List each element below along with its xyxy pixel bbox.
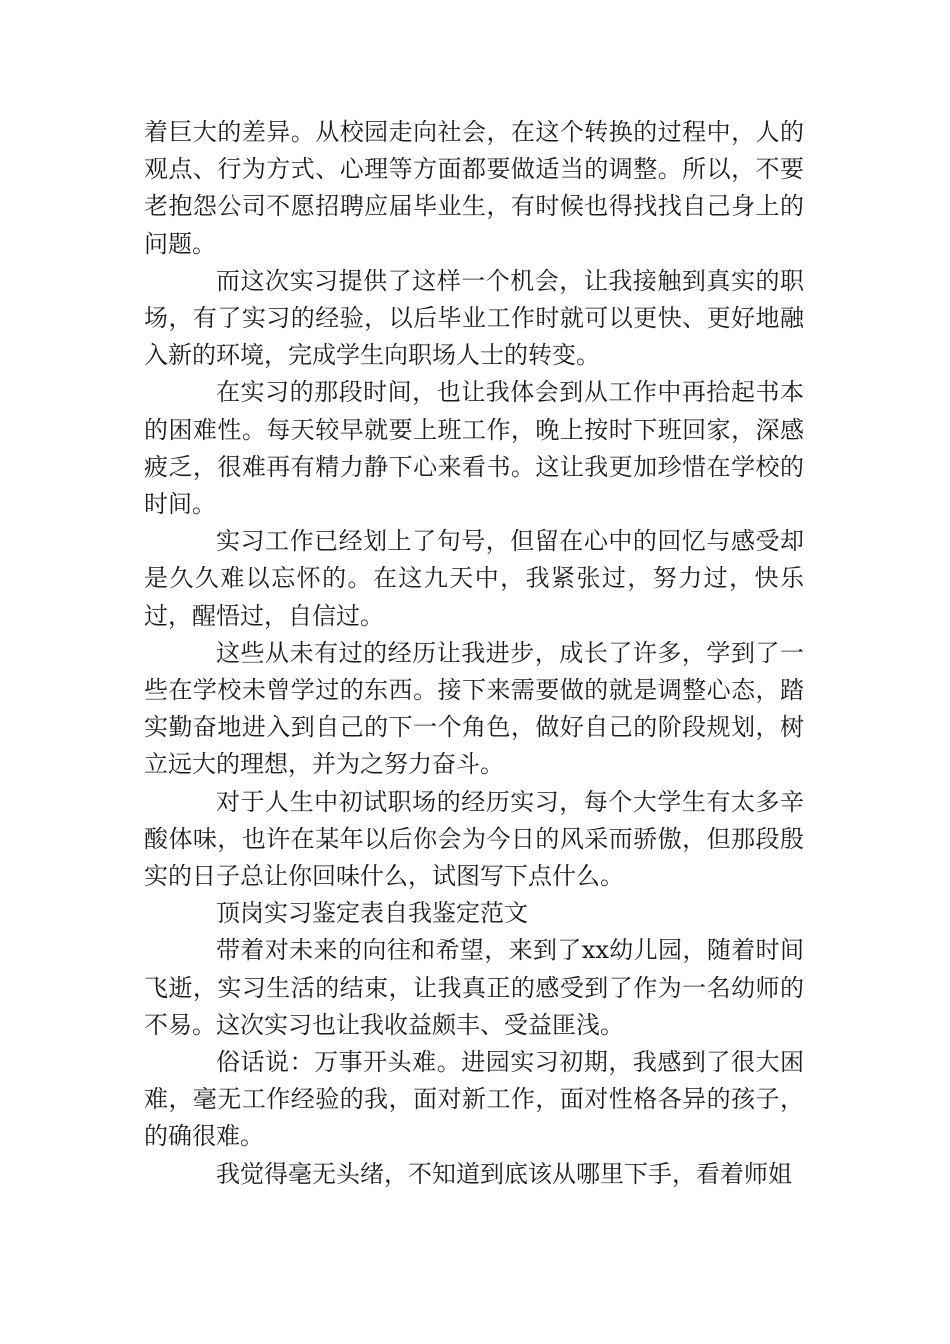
paragraph-2: 而这次实习提供了这样一个机会，让我接触到真实的职场，有了实习的经验，以后毕业工作时就可以更快、更好地融入新的环境，完成学生向职场人士的转变。 <box>144 266 804 370</box>
paragraph-4: 实习工作已经划上了句号，但留在心中的回忆与感受却是久久难以忘怀的。在这九天中，我紧张过，努力过，快乐过，醒悟过，自信过。 <box>144 527 804 630</box>
paragraph-7: 带着对未来的向往和希望，来到了xx幼儿园，随着时间飞逝，实习生活的结束，让我真正的感受到了作为一名幼师的不易。这次实习也让我收益颇丰、受益匪浅。 <box>144 936 804 1039</box>
paragraph-1: 着巨大的差异。从校园走向社会，在这个转换的过程中，人的观点、行为方式、心理等方面都要做适当的调整。所以，不要老抱怨公司不愿招聘应届毕业生，有时候也得找找自己身上的问题。 <box>144 118 804 258</box>
paragraph-9: 我觉得毫无头绪，不知道到底该从哪里下手，看着师姐 <box>216 1159 792 1188</box>
paragraph-6: 对于人生中初试职场的经历实习，每个大学生有太多辛酸体味，也许在某年以后你会为今日的风采而骄傲，但那段殷实的日子总让你回味什么，试图写下点什么。 <box>144 787 804 891</box>
body-text <box>144 114 804 1193</box>
paragraph-8: 俗话说：万事开头难。进园实习初期，我感到了很大困难，毫无工作经验的我，面对新工作，面对性格各异的孩子，的确很难。 <box>144 1048 804 1151</box>
paragraph-3: 在实习的那段时间，也让我体会到从工作中再拾起书本的困难性。每天较早就要上班工作，晚上按时下班回家，深感疲乏，很难再有精力静下心来看书。这让我更加珍惜在学校的时间。 <box>144 378 804 519</box>
section-heading: 顶岗实习鉴定表自我鉴定范文 <box>216 899 528 928</box>
paragraph-5: 这些从未有过的经历让我进步，成长了许多，学到了一些在学校未曾学过的东西。接下来需要做的就是调整心态，踏实勤奋地进入到自己的下一个角色，做好自己的阶段规划，树立远大的理想，并为之努力奋斗。 <box>144 638 804 779</box>
